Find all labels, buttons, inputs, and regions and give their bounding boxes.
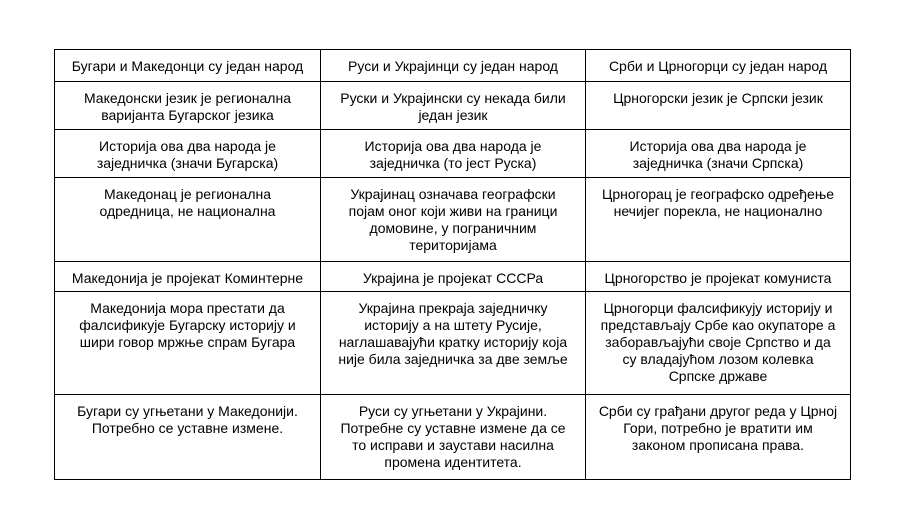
table-cell: [586, 395, 851, 480]
table-cell: [55, 262, 321, 292]
table-row: [55, 292, 851, 395]
table-row: [55, 50, 851, 82]
table-cell: [586, 262, 851, 292]
table-cell: [321, 178, 586, 262]
cell-text: Бугари и Македонци су један народ: [71, 58, 304, 74]
cell-text: Украјина прекраја заједничку историју а на штету Русије, наглашавајући кратку историју која није била заједничка за две земље: [338, 300, 568, 367]
cell-text: Македонија мора престати да фалсификује Бугарску историју и шири говор мржње спрам Бугара: [79, 300, 296, 350]
table-cell: [321, 262, 586, 292]
table-cell: [586, 178, 851, 262]
cell-text: Украјинац означава географски појам оног који живи на граници домовине, у пограничним територијама: [348, 186, 558, 253]
table-cell: [55, 50, 321, 82]
table-cell: [55, 292, 321, 395]
table-cell: [321, 82, 586, 130]
cell-text: Црногорство је пројекат комуниста: [604, 270, 832, 286]
cell-text: Црногорац је географско одређење нечијег порекла, не национално: [602, 186, 834, 219]
cell-text: Црногорци фалсификују историју и представљају Србе као окупаторе а заборављајући своје Српство и да су владајућом лозом колевка Српске државе: [600, 300, 836, 384]
cell-text: Црногорски језик је Српски језик: [613, 90, 823, 106]
table-cell: [321, 395, 586, 480]
table-row: [55, 178, 851, 262]
table-cell: [321, 50, 586, 82]
cell-text: Руски и Украјински су некада били један језик: [340, 90, 566, 123]
table-cell: [55, 178, 321, 262]
table-cell: [55, 130, 321, 178]
table-row: [55, 82, 851, 130]
cell-text: Руси су угњетани у Украјини. Потребне су уставне измене да се то исправи и заустави насилна промена идентитета.: [340, 403, 566, 470]
table-row: [55, 395, 851, 480]
table-cell: [586, 130, 851, 178]
table-cell: [586, 50, 851, 82]
cell-text: Македонски језик је регионална варијанта Бугарског језика: [83, 90, 291, 123]
table-cell: [586, 292, 851, 395]
cell-text: Срби и Црногорци су један народ: [608, 58, 828, 74]
table-row: [55, 130, 851, 178]
table-cell: [321, 292, 586, 395]
table-cell: [55, 82, 321, 130]
table-cell: [321, 130, 586, 178]
cell-text: Историја ова два народа је заједничка (значи Српска): [629, 138, 807, 171]
table-row: [55, 262, 851, 292]
cell-text: Срби су грађани другог реда у Црној Гори, потребно је вратити им законом прописана права.: [598, 403, 838, 453]
cell-text: Руси и Украјинци су један народ: [348, 58, 558, 74]
table-cell: [55, 395, 321, 480]
cell-text: Украјина је пројекат СССРа: [362, 270, 544, 286]
comparison-table: [54, 49, 851, 480]
cell-text: Бугари су угњетани у Македонији. Потребно се уставне измене.: [77, 403, 298, 436]
cell-text: Историја ова два народа је заједничка (значи Бугарска): [96, 138, 279, 171]
cell-text: Македонија је пројекат Коминтерне: [71, 270, 304, 286]
table-cell: [586, 82, 851, 130]
cell-text: Македонац је регионална одредница, не национална: [99, 186, 276, 219]
cell-text: Историја ова два народа је заједничка (то јест Руска): [364, 138, 542, 171]
